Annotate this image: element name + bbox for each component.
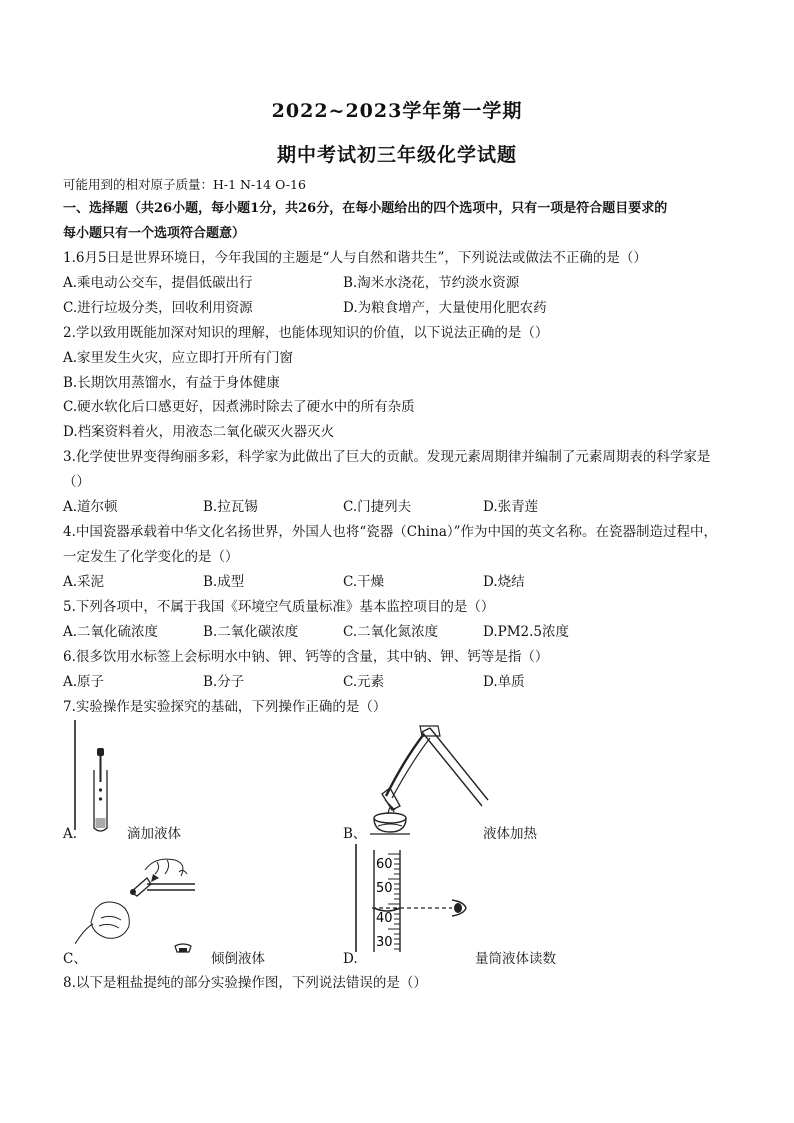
question-6-option-b: B.分子 [203, 674, 245, 690]
question-1-option-b: B.淘米水浇花，节约淡水资源 [343, 275, 520, 291]
cylinder-tick-30: 30 [376, 935, 393, 950]
question-3-option-c: C.门捷列夫 [343, 499, 412, 515]
question-2-stem: 2.学以致用既能加深对知识的理解，也能体现知识的价值，以下说法正确的是（） [63, 325, 549, 341]
exam-subject-title: 期中考试初三年级化学试题 [276, 144, 517, 166]
question-4-option-c: C.干燥 [343, 574, 385, 590]
question-7-option-a-letter: A. [63, 826, 78, 842]
cylinder-tick-50: 50 [376, 881, 393, 896]
question-7-stem: 7.实验操作是实验探究的基础，下列操作正确的是（） [63, 699, 387, 715]
cylinder-tick-40: 40 [376, 911, 393, 926]
atomic-mass-note: 可能用到的相对原子质量：H-1 N-14 O-16 [63, 177, 306, 192]
question-4-option-b: B.成型 [203, 574, 245, 590]
question-7-option-d-caption: 量筒液体读数 [475, 951, 556, 967]
question-4-stem: 4.中国瓷器承载着中华文化名扬世界，外国人也将“瓷器（China）”作为中国的英文名称。在瓷器制造过程中， [63, 524, 718, 540]
question-4-stem-cont: 一定发生了化学变化的是（） [63, 549, 239, 565]
question-6-option-a: A.原子 [63, 674, 105, 690]
figure-cylinder-reading [352, 844, 482, 956]
question-1-option-d: D.为粮食增产，大量使用化肥农药 [343, 300, 547, 316]
section-heading-cont: 每小题只有一个选项符合题意） [63, 226, 246, 241]
question-5-stem: 5.下列各项中，不属于我国《环境空气质量标准》基本监控项目的是（） [63, 599, 495, 615]
figure-dropping-liquid [70, 720, 130, 835]
question-5-option-b: B.二氧化碳浓度 [203, 624, 299, 640]
question-3-option-b: B.拉瓦锡 [203, 499, 258, 515]
exam-term-title: 2022~2023学年第一学期 [271, 100, 523, 122]
question-3-stem: 3.化学使世界变得绚丽多彩，科学家为此做出了巨大的贡献。发现元素周期律并编制了元素周期表的科学家是 [63, 449, 711, 465]
question-6-option-c: C.元素 [343, 674, 385, 690]
question-7-option-b-caption: 液体加热 [483, 826, 537, 842]
question-8-stem: 8.以下是粗盐提纯的部分实验操作图，下列说法错误的是（） [63, 975, 427, 991]
question-5-option-c: C.二氧化氮浓度 [343, 624, 439, 640]
question-1-option-c: C.进行垃圾分类，回收利用资源 [63, 300, 253, 316]
question-3-option-a: A.道尔顿 [63, 499, 118, 515]
question-2-option-b: B.长期饮用蒸馏水，有益于身体健康 [63, 375, 280, 391]
section-heading: 一、选择题（共26小题，每小题1分，共26分，在每小题给出的四个选项中，只有一项是符合题目要求的 [63, 201, 668, 216]
question-5-option-a: A.二氧化硫浓度 [63, 624, 159, 640]
question-2-option-d: D.档案资料着火，用液态二氧化碳灭火器灭火 [63, 424, 335, 440]
question-6-stem: 6.很多饮用水标签上会标明水中钠、钾、钙等的含量，其中钠、钾、钙等是指（） [63, 649, 549, 665]
figure-pouring-liquid [75, 848, 210, 956]
question-2-option-c: C.硬水软化后口感更好，因煮沸时除去了硬水中的所有杂质 [63, 399, 415, 415]
question-5-option-d: D.PM2.5浓度 [483, 624, 570, 640]
question-7-option-c-letter: C、 [63, 951, 87, 967]
question-3-option-d: D.张青莲 [483, 499, 539, 515]
question-4-option-d: D.烧结 [483, 574, 525, 590]
figure-heating-liquid [360, 722, 490, 837]
cylinder-tick-60: 60 [376, 857, 393, 872]
question-1-stem: 1.6月5日是世界环境日，今年我国的主题是“人与自然和谐共生”，下列说法或做法不正确的是（） [63, 250, 647, 266]
question-1-option-a: A.乘电动公交车，提倡低碳出行 [63, 275, 253, 291]
question-6-option-d: D.单质 [483, 674, 525, 690]
question-2-option-a: A.家里发生火灾，应立即打开所有门窗 [63, 350, 294, 366]
question-3-stem-cont: （） [63, 474, 90, 490]
question-7-option-d-letter: D. [343, 951, 358, 967]
question-7-option-b-letter: B、 [343, 826, 367, 842]
question-7-option-a-caption: 滴加液体 [127, 826, 181, 842]
question-7-option-c-caption: 倾倒液体 [211, 951, 265, 967]
question-4-option-a: A.采泥 [63, 574, 105, 590]
